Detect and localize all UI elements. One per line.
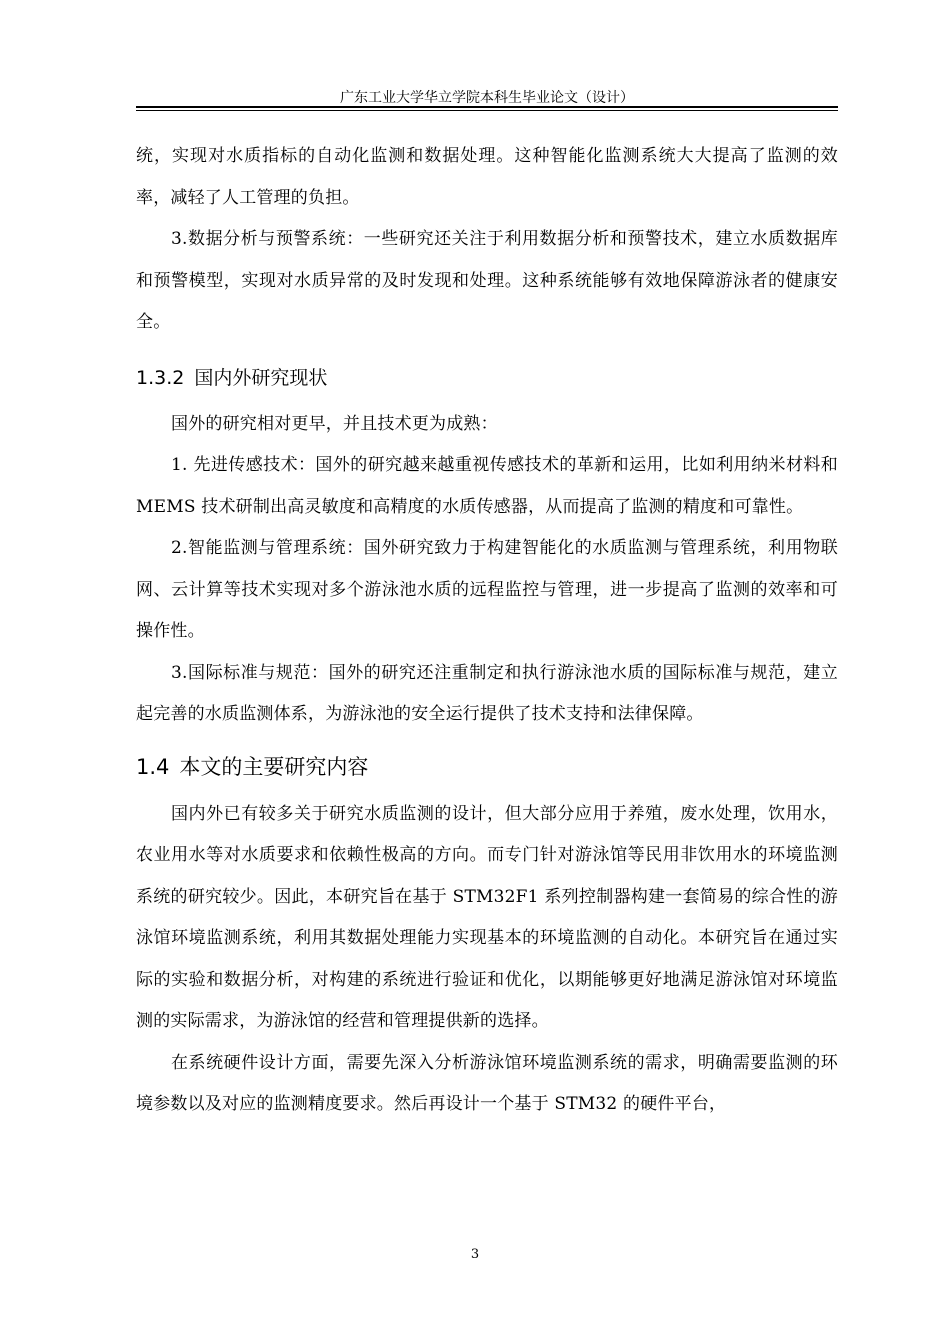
header-rule — [136, 106, 838, 108]
section-number: 1.3.2 — [136, 366, 185, 389]
section-heading-1-3-2 — [136, 364, 838, 392]
paragraph: 2.智能监测与管理系统：国外研究致力于构建智能化的水质监测与管理系统，利用物联网、云计算等技术实现对多个游泳池水质的远程监控与管理，进一步提高了监测的效率和可操作性。 — [136, 538, 838, 641]
section-title: 国内外研究现状 — [194, 366, 328, 389]
section-number: 1.4 — [136, 754, 170, 779]
paragraph: 1. 先进传感技术：国外的研究越来越重视传感技术的革新和运用，比如利用纳米材料和 MEMS 技术研制出高灵敏度和高精度的水质传感器，从而提高了监测的精度和可靠性。 — [136, 455, 838, 517]
paragraph: 在系统硬件设计方面，需要先深入分析游泳馆环境监测系统的需求，明确需要监测的环境参数以及对应的监测精度要求。然后再设计一个基于 STM32 的硬件平台， — [136, 1052, 838, 1114]
paragraph: 3.数据分析与预警系统：一些研究还关注于利用数据分析和预警技术，建立水质数据库和预警模型，实现对水质异常的及时发现和处理。这种系统能够有效地保障游泳者的健康安全。 — [136, 229, 838, 332]
running-header: 广东工业大学华立学院本科生毕业论文（设计） — [340, 90, 634, 106]
paragraph: 国外的研究相对更早，并且技术更为成熟： — [171, 413, 498, 434]
section-heading-1-4 — [136, 752, 838, 782]
paragraph: 3.国际标准与规范：国外的研究还注重制定和执行游泳池水质的国际标准与规范，建立起完善的水质监测体系，为游泳池的安全运行提供了技术支持和法律保障。 — [136, 662, 838, 724]
header-rule-thin — [136, 110, 838, 111]
page-number: 3 — [470, 1247, 480, 1262]
paragraph: 国内外已有较多关于研究水质监测的设计，但大部分应用于养殖，废水处理，饮用水，农业用水等对水质要求和依赖性极高的方向。而专门针对游泳馆等民用非饮用水的环境监测系统的研究较少。因此，本研究旨在基于 STM32F1 系列控制器构建一套简易的综合性的游泳馆环境监测系统，利用其数据处理能力实现基本的环境监测的自动化。本研究旨在通过实际的实验和数据分析，对构建的系统进行验证和优化，以期能够更好地满足游泳馆对环境监测的实际需求，为游泳馆的经营和管理提供新的选择。 — [136, 803, 838, 1031]
body-text — [136, 136, 838, 1126]
section-title: 本文的主要研究内容 — [179, 754, 369, 779]
paragraph: 统，实现对水质指标的自动化监测和数据处理。这种智能化监测系统大大提高了监测的效率，减轻了人工管理的负担。 — [136, 146, 838, 208]
